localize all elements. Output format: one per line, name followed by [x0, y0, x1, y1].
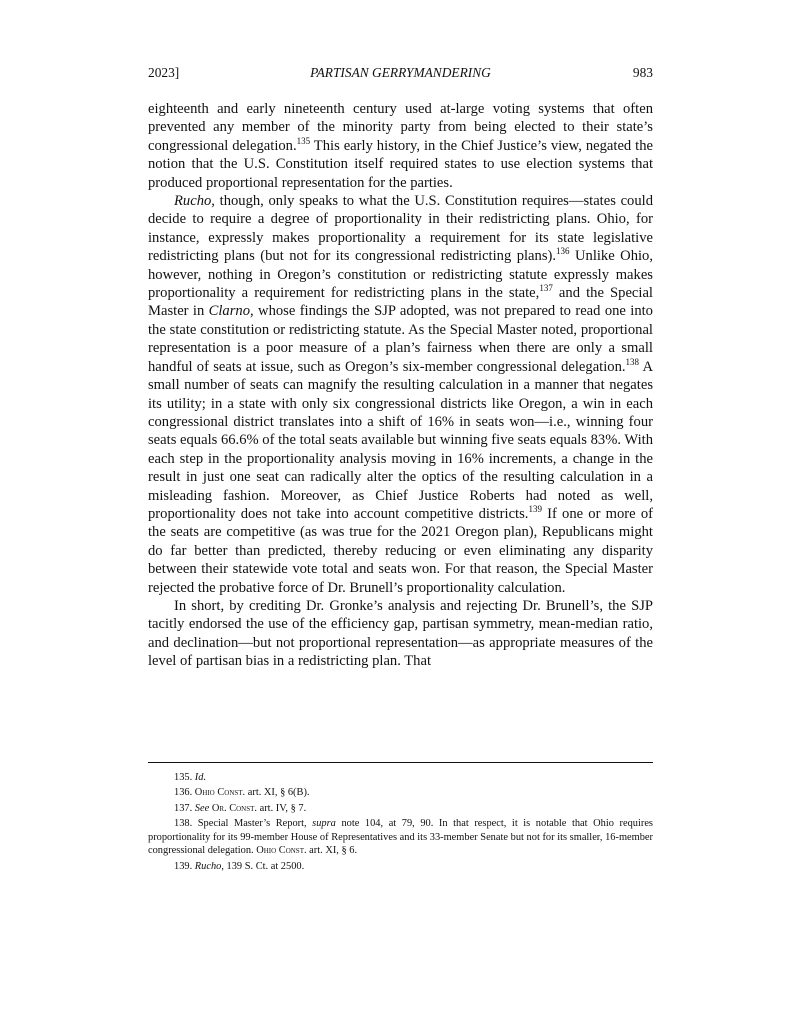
text-run: In short, by crediting Dr. Gronke’s analysis and rejecting Dr. Brunell’s, the SJP tacitly endorsed the use of the efficiency gap, partisan symmetry, mean-median ratio, and declination—but not proportional representation—as appropriate measures of the level of partisan bias in a redistricting plan. That	[148, 597, 653, 670]
footnote-139	[148, 860, 653, 874]
page	[148, 0, 653, 1035]
footnote-ref-138[interactable]: 138	[625, 356, 640, 367]
text-run: A small number of seats can magnify the resulting calculation in a manner that negates its utility; in a state with only six congressional districts like Oregon, a win in each congressional district translates into a shift of 16% in seats won—i.e., winning four seats equals 66.6% of the total seats available but winning five seats equals 83%. With each step in the proportionality analysis moving in 16% increments, a change in the result in just one seat can radically alter the optics of the resulting calculation in a misleading fashion. Moreover, as Chief Justice Roberts had noted as well, proportionality does not take into account competitive districts.	[148, 358, 653, 522]
text-run: eighteenth and early nineteenth century used at-large voting systems that often prevented any member of the minority party from being elected to their state’s congressional delegation.	[148, 101, 653, 154]
text-run: Unlike Ohio, however, nothing in Oregon’s constitution or redistricting statute expressly makes proportionality a requirement for redistricting plans in the state,	[148, 248, 654, 302]
text-run: This early history, in the Chief Justice’s view, negated the notion that the U.S. Constitution itself required states to use election systems that produced proportional representation for the parties.	[148, 137, 653, 191]
footnote-text: Id.	[194, 772, 207, 783]
footnote-ref-139[interactable]: 139	[528, 503, 542, 514]
footnote-136	[148, 786, 653, 800]
footnote-number: 138.	[174, 817, 193, 829]
footnote-text: note 104, at 79, 90. In that respect, it is notable that Ohio requires proportionality for its 99-member House of Representatives and its 33-member Senate but not for its smaller, 16-member congressional delegation.	[148, 817, 653, 857]
footnote-text: Special Master’s Report,	[197, 817, 313, 829]
footnote-137	[148, 802, 653, 816]
footnote-number: 135.	[174, 772, 193, 783]
footnote-ref-135[interactable]: 135	[296, 135, 311, 146]
footnote-separator	[148, 762, 653, 763]
case-name-rucho: Rucho	[174, 193, 212, 210]
citation-source: Ohio Const.	[256, 845, 307, 857]
header-title: PARTISAN GERRYMANDERING	[310, 65, 491, 80]
text-run: and the Special Master in	[148, 285, 653, 320]
footnote-text: art. XI, § 6(B).	[245, 787, 310, 799]
paragraph-3	[148, 597, 653, 671]
case-name-clarno: Clarno	[208, 303, 250, 320]
signal-see: See	[194, 802, 210, 814]
footnote-ref-137[interactable]: 137	[539, 283, 553, 294]
footnote-number: 139.	[174, 860, 193, 872]
paragraph-2	[148, 192, 653, 597]
signal-supra: supra	[312, 817, 336, 829]
case-name-rucho: Rucho	[194, 860, 222, 872]
header-year: 2023]	[148, 65, 180, 80]
footnote-138	[148, 817, 653, 858]
footnote-135	[148, 771, 653, 785]
footnote-text: , 139 S. Ct. at 2500.	[221, 860, 305, 872]
main-text	[148, 100, 653, 671]
citation-source: Or. Const.	[211, 802, 258, 814]
footnote-number: 137.	[174, 802, 193, 814]
text-run: If one or more of the seats are competitive (as was true for the 2021 Oregon plan), Republicans might do far better than predicted, thereby reducing or even eliminating any disparity between their statewide vote total and seats won. For that reason, the Special Master rejected the probative force of Dr. Brunell’s proportionality calculation.	[148, 505, 653, 596]
running-header	[148, 64, 653, 82]
citation-source: Ohio Const.	[194, 787, 246, 799]
footnote-text: art. IV, § 7.	[257, 802, 307, 814]
footnote-text: art. XI, § 6.	[306, 845, 358, 857]
text-run: , whose findings the SJP adopted, was not prepared to read one into the state constitution or redistricting statute. As the Special Master noted, proportional representation is a poor measure of a plan’s fairness when there are only a small handful of seats at issue, such as Oregon’s six-member congressional delegation.	[148, 303, 653, 375]
footnote-number: 136.	[174, 787, 193, 799]
footnotes	[148, 771, 653, 875]
header-page-number: 983	[632, 65, 653, 80]
text-run: , though, only speaks to what the U.S. Constitution requires—states could decide to require a degree of proportionality in their redistricting plans. Ohio, for instance, expressly makes proportionality a requirement for its state legislative redistricting plans (but not for its congressional redistricting plans).	[148, 193, 653, 265]
footnote-ref-136[interactable]: 136	[556, 246, 570, 257]
paragraph-1	[148, 100, 653, 192]
